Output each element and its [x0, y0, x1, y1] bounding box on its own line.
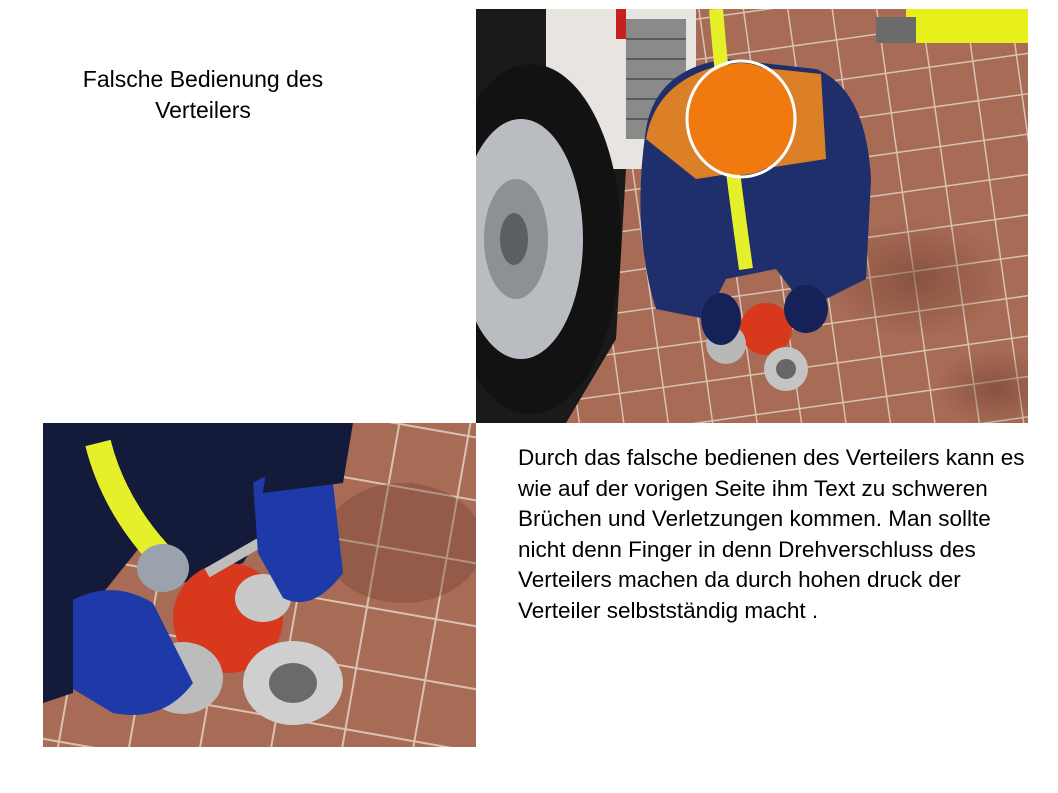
- photo-hands-on-distributor-illustration: [43, 423, 476, 747]
- photo-firefighter-kneeling: [476, 9, 1028, 423]
- photo-firefighter-kneeling-illustration: [476, 9, 1028, 423]
- slide-title: Falsche Bedienung des Verteilers: [82, 66, 324, 123]
- slide-body-text: Durch das falsche bedienen des Verteilers kann es wie auf der vorigen Seite ihm Text zu schweren Brüchen und Verletzungen kommen. Man sollte nicht denn Finger in denn Drehverschluss des Verteilers machen da durch hohen druck der Verteiler selbstständig macht .: [518, 445, 1025, 623]
- photo-hands-on-distributor: [43, 423, 476, 747]
